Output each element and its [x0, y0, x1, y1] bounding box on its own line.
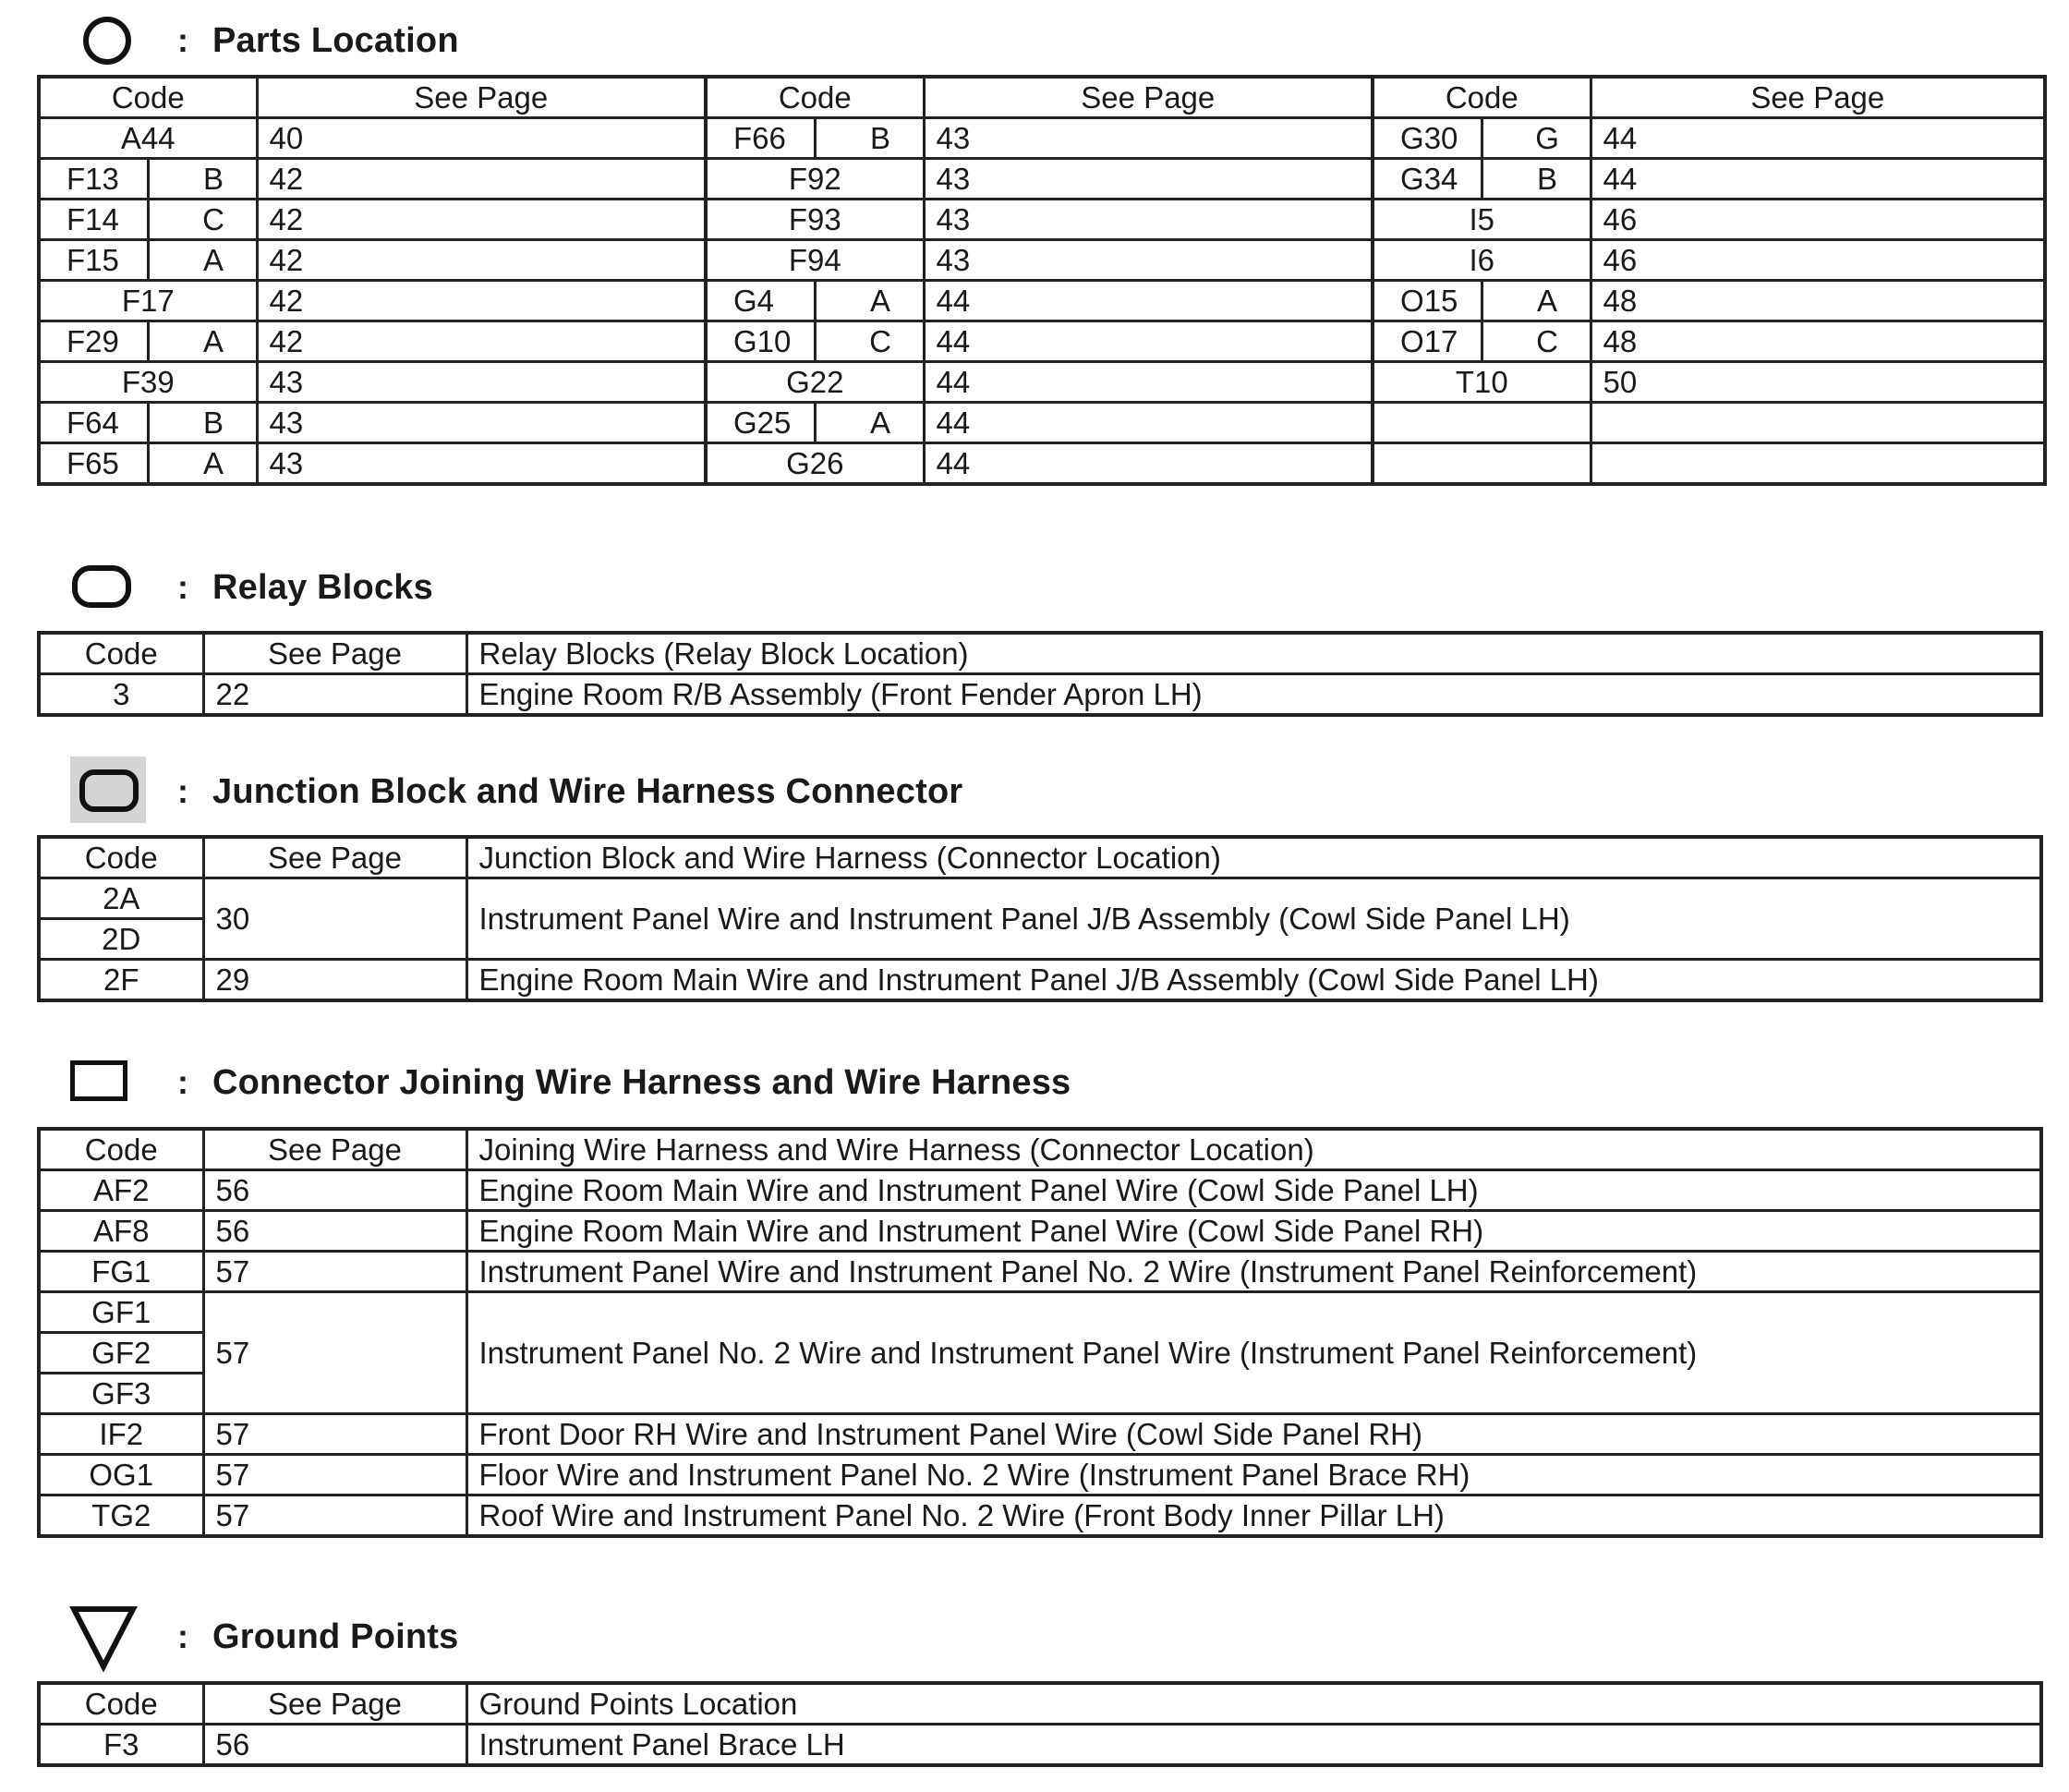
- description-cell: Instrument Panel Wire and Instrument Panel J/B Assembly (Cowl Side Panel LH): [466, 878, 2041, 960]
- code-cell: F15: [39, 240, 148, 281]
- header-see-page: See Page: [203, 1683, 466, 1725]
- code-cell: AF8: [39, 1211, 203, 1252]
- code-cell: F93: [706, 200, 924, 240]
- code-cell: 2A: [39, 878, 203, 919]
- table-header-row: [39, 77, 2045, 118]
- code-cell: OG1: [39, 1455, 203, 1495]
- heading-colon: :: [177, 21, 188, 59]
- description-cell: Engine Room Main Wire and Instrument Panel J/B Assembly (Cowl Side Panel LH): [466, 960, 2041, 1001]
- page-cell: 44: [1591, 118, 2045, 159]
- code-cell: F65: [39, 443, 148, 485]
- code-letter-cell: B: [1482, 159, 1591, 200]
- header-description: Relay Blocks (Relay Block Location): [466, 633, 2041, 674]
- header-code: Code: [39, 77, 257, 118]
- page-cell: 56: [203, 1725, 466, 1766]
- parts-location-table: [37, 75, 2047, 486]
- table-row: [39, 1495, 2041, 1537]
- code-cell: O17: [1373, 321, 1482, 362]
- code-cell: F64: [39, 403, 148, 443]
- heading-colon: :: [177, 568, 188, 606]
- page-cell: 50: [1591, 362, 2045, 403]
- page-cell: 44: [924, 403, 1373, 443]
- code-cell: I6: [1373, 240, 1591, 281]
- page-cell: 42: [257, 200, 706, 240]
- table-row: [39, 1414, 2041, 1455]
- table-row: [39, 1725, 2041, 1766]
- rounded-rect-icon: [65, 551, 157, 624]
- page-cell: 43: [924, 118, 1373, 159]
- table-row: [39, 1252, 2041, 1292]
- table-header-row: [39, 837, 2041, 878]
- section-title: Ground Points: [212, 1616, 459, 1656]
- page-cell: 42: [257, 240, 706, 281]
- page-cell: 44: [1591, 159, 2045, 200]
- table-row: [39, 118, 2045, 159]
- page-cell: 48: [1591, 281, 2045, 321]
- table-row: [39, 1170, 2041, 1211]
- section-title: Connector Joining Wire Harness and Wire Harness: [212, 1062, 1071, 1102]
- connector-joining-heading: [65, 1046, 1071, 1120]
- heading-colon: :: [177, 1063, 188, 1101]
- section-title: Junction Block and Wire Harness Connector: [212, 771, 963, 811]
- ground-points-table: [37, 1681, 2043, 1767]
- code-cell: F94: [706, 240, 924, 281]
- table-row: [39, 321, 2045, 362]
- code-cell: O15: [1373, 281, 1482, 321]
- code-letter-cell: B: [815, 118, 924, 159]
- code-letter-cell: C: [148, 200, 257, 240]
- shaded-rounded-rect-icon: [65, 755, 157, 829]
- heading-colon: :: [177, 772, 188, 810]
- rect-icon: [65, 1046, 157, 1120]
- table-row: [39, 1211, 2041, 1252]
- connector-joining-table: [37, 1127, 2043, 1538]
- code-cell: F3: [39, 1725, 203, 1766]
- page-cell: 56: [203, 1170, 466, 1211]
- section-title: Parts Location: [212, 20, 459, 60]
- code-cell: G10: [706, 321, 815, 362]
- code-cell: IF2: [39, 1414, 203, 1455]
- code-cell: AF2: [39, 1170, 203, 1211]
- code-letter-cell: B: [148, 159, 257, 200]
- header-code: Code: [39, 837, 203, 878]
- code-cell: F92: [706, 159, 924, 200]
- table-row: [39, 1455, 2041, 1495]
- header-see-page: See Page: [203, 633, 466, 674]
- code-cell: F13: [39, 159, 148, 200]
- page-cell: 42: [257, 321, 706, 362]
- page-cell: 43: [257, 403, 706, 443]
- table-row: [39, 159, 2045, 200]
- page-cell: 44: [924, 281, 1373, 321]
- code-cell: T10: [1373, 362, 1591, 403]
- page-cell: 48: [1591, 321, 2045, 362]
- description-cell: Engine Room Main Wire and Instrument Panel Wire (Cowl Side Panel RH): [466, 1211, 2041, 1252]
- code-cell: 3: [39, 674, 203, 716]
- table-row: [39, 1292, 2041, 1333]
- junction-block-heading: [65, 755, 962, 829]
- code-letter-cell: A: [148, 443, 257, 485]
- page-cell: 43: [924, 159, 1373, 200]
- code-cell: G34: [1373, 159, 1482, 200]
- code-letter-cell: G: [1482, 118, 1591, 159]
- code-cell: F66: [706, 118, 815, 159]
- empty-cell: [1591, 443, 2045, 485]
- code-cell: G26: [706, 443, 924, 485]
- header-code: Code: [39, 1683, 203, 1725]
- description-cell: Engine Room Main Wire and Instrument Panel Wire (Cowl Side Panel LH): [466, 1170, 2041, 1211]
- empty-cell: [1373, 443, 1591, 485]
- code-cell: A44: [39, 118, 257, 159]
- header-code: Code: [1373, 77, 1591, 118]
- table-row: [39, 281, 2045, 321]
- table-row: [39, 443, 2045, 485]
- page-cell: 22: [203, 674, 466, 716]
- code-cell: F39: [39, 362, 257, 403]
- description-cell: Floor Wire and Instrument Panel No. 2 Wire (Instrument Panel Brace RH): [466, 1455, 2041, 1495]
- code-cell: G30: [1373, 118, 1482, 159]
- code-cell: 2D: [39, 919, 203, 960]
- parts-location-heading: [65, 4, 459, 78]
- table-row: [39, 362, 2045, 403]
- code-letter-cell: A: [1482, 281, 1591, 321]
- page-cell: 43: [257, 362, 706, 403]
- page-cell: 57: [203, 1495, 466, 1537]
- code-cell: F17: [39, 281, 257, 321]
- header-see-page: See Page: [203, 837, 466, 878]
- page-cell: 56: [203, 1211, 466, 1252]
- table-row: [39, 200, 2045, 240]
- table-header-row: [39, 1129, 2041, 1170]
- header-see-page: See Page: [203, 1129, 466, 1170]
- page-cell: 46: [1591, 240, 2045, 281]
- table-header-row: [39, 633, 2041, 674]
- page-cell: 42: [257, 281, 706, 321]
- page-cell: 42: [257, 159, 706, 200]
- code-letter-cell: C: [1482, 321, 1591, 362]
- header-code: Code: [706, 77, 924, 118]
- table-header-row: [39, 1683, 2041, 1725]
- page-cell: 43: [257, 443, 706, 485]
- page-cell: 57: [203, 1455, 466, 1495]
- code-cell: GF3: [39, 1374, 203, 1414]
- header-see-page: See Page: [257, 77, 706, 118]
- heading-colon: :: [177, 1617, 188, 1655]
- page-cell: 46: [1591, 200, 2045, 240]
- empty-cell: [1373, 403, 1591, 443]
- page-cell: 44: [924, 362, 1373, 403]
- header-description: Joining Wire Harness and Wire Harness (Connector Location): [466, 1129, 2041, 1170]
- circle-icon: [65, 4, 157, 78]
- code-cell: F29: [39, 321, 148, 362]
- page-cell: 30: [203, 878, 466, 960]
- code-letter-cell: A: [148, 321, 257, 362]
- code-letter-cell: C: [815, 321, 924, 362]
- relay-blocks-heading: [65, 551, 433, 624]
- code-cell: GF1: [39, 1292, 203, 1333]
- description-cell: Roof Wire and Instrument Panel No. 2 Wire (Front Body Inner Pillar LH): [466, 1495, 2041, 1537]
- description-cell: Front Door RH Wire and Instrument Panel Wire (Cowl Side Panel RH): [466, 1414, 2041, 1455]
- description-cell: Instrument Panel Wire and Instrument Panel No. 2 Wire (Instrument Panel Reinforcement): [466, 1252, 2041, 1292]
- code-letter-cell: B: [148, 403, 257, 443]
- table-row: [39, 403, 2045, 443]
- relay-blocks-table: [37, 631, 2043, 717]
- page-cell: 29: [203, 960, 466, 1001]
- description-cell: Instrument Panel No. 2 Wire and Instrument Panel Wire (Instrument Panel Reinforcement): [466, 1292, 2041, 1414]
- code-cell: G4: [706, 281, 815, 321]
- code-letter-cell: A: [815, 281, 924, 321]
- code-letter-cell: A: [148, 240, 257, 281]
- page-cell: 44: [924, 321, 1373, 362]
- header-see-page: See Page: [924, 77, 1373, 118]
- table-row: [39, 674, 2041, 716]
- page-cell: 40: [257, 118, 706, 159]
- code-cell: G22: [706, 362, 924, 403]
- code-cell: TG2: [39, 1495, 203, 1537]
- page-cell: 43: [924, 200, 1373, 240]
- page-cell: 57: [203, 1292, 466, 1414]
- header-description: Junction Block and Wire Harness (Connector Location): [466, 837, 2041, 878]
- section-title: Relay Blocks: [212, 567, 433, 607]
- code-letter-cell: A: [815, 403, 924, 443]
- code-cell: GF2: [39, 1333, 203, 1374]
- table-row: [39, 240, 2045, 281]
- page-cell: 43: [924, 240, 1373, 281]
- description-cell: Instrument Panel Brace LH: [466, 1725, 2041, 1766]
- table-row: [39, 878, 2041, 919]
- code-cell: G25: [706, 403, 815, 443]
- code-cell: FG1: [39, 1252, 203, 1292]
- header-code: Code: [39, 633, 203, 674]
- empty-cell: [1591, 403, 2045, 443]
- header-see-page: See Page: [1591, 77, 2045, 118]
- table-row: [39, 960, 2041, 1001]
- header-code: Code: [39, 1129, 203, 1170]
- page-cell: 57: [203, 1414, 466, 1455]
- code-cell: F14: [39, 200, 148, 240]
- description-cell: Engine Room R/B Assembly (Front Fender Apron LH): [466, 674, 2041, 716]
- page-cell: 44: [924, 443, 1373, 485]
- down-triangle-icon: [65, 1600, 157, 1674]
- code-cell: 2F: [39, 960, 203, 1001]
- ground-points-heading: [65, 1600, 458, 1674]
- page-cell: 57: [203, 1252, 466, 1292]
- code-cell: I5: [1373, 200, 1591, 240]
- junction-block-table: [37, 835, 2043, 1002]
- header-description: Ground Points Location: [466, 1683, 2041, 1725]
